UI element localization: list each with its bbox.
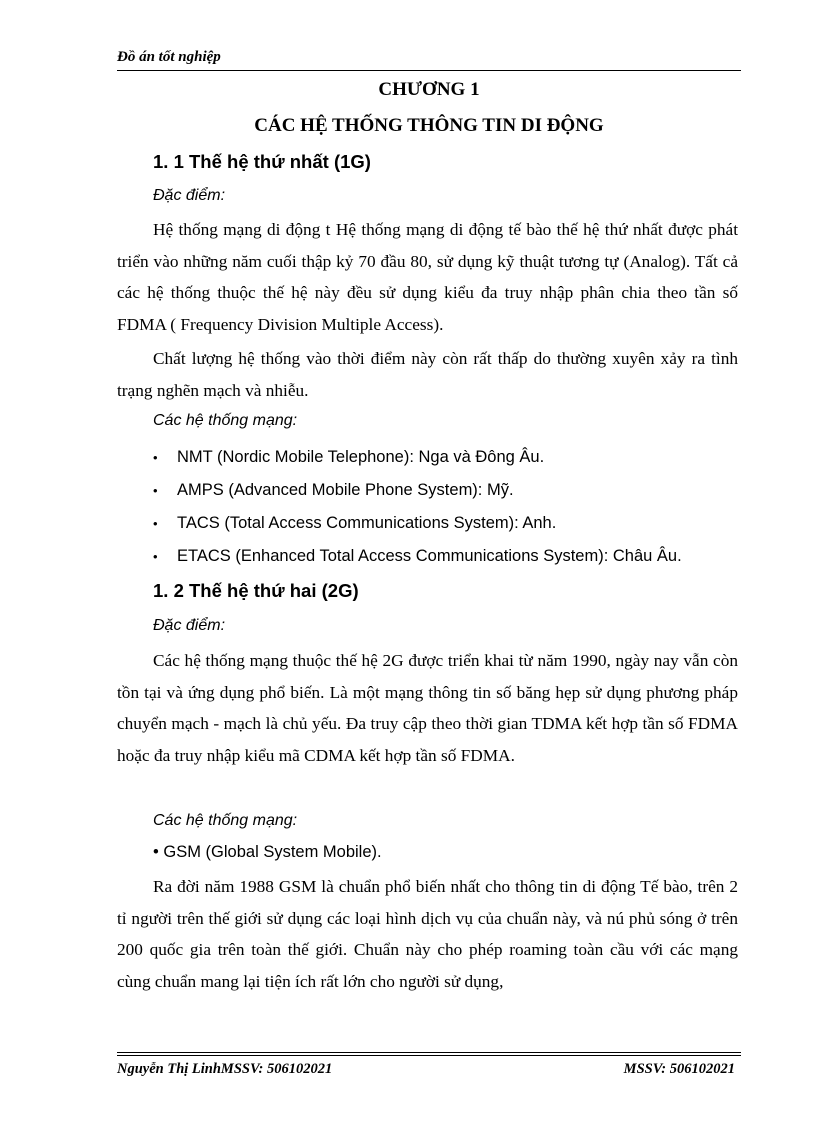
list-item — [153, 507, 682, 540]
bullet-icon: • — [153, 516, 158, 531]
footer-author: Nguyễn Thị LinhMSSV: 506102021 — [117, 1061, 333, 1077]
section-1-feature-label: Đặc điểm: — [153, 187, 226, 204]
section-2-feature-label: Đặc điểm: — [153, 617, 226, 634]
section-1-systems-label: Các hệ thống mạng: — [153, 412, 298, 429]
section-2-heading: 1. 2 Thế hệ thứ hai (2G) — [153, 580, 359, 601]
section-2-paragraph-2: Ra đời năm 1988 GSM là chuẩn phổ biến nhất cho thông tin di động Tế bào, trên 2 tỉ người trên thế giới sử dụng các loại hình dịch vụ của chuẩn này, và nú phủ sóng ở trên 200 quốc gia trên toàn thế giới. Chuẩn này cho phép roaming toàn cầu với các mạng cùng chuẩn mang lại tiện ích rất lớn cho người sử dụng, — [117, 877, 738, 991]
chapter-number: CHƯƠNG 1 — [378, 79, 480, 100]
section-1-paragraph-1: Hệ thống mạng di động t Hệ thống mạng di động tế bào thế hệ thứ nhất được phát triển vào những năm cuối thập kỷ 70 đầu 80, sử dụng kỹ thuật tương tự (Analog). Tất cả các hệ thống thuộc thế hệ này đều sử dụng kiểu đa truy nhập phân chia theo tần số FDMA ( Frequency Division Multiple Access). — [117, 220, 738, 334]
section-1-heading: 1. 1 Thế hệ thứ nhất (1G) — [153, 151, 371, 172]
section-2-gsm-item — [153, 843, 382, 862]
list-item-text: GSM (Global System Mobile). — [163, 843, 382, 861]
bullet-icon: • — [153, 549, 158, 564]
list-item-text: ETACS (Enhanced Total Access Communications System): Châu Âu. — [177, 547, 682, 565]
section-2-paragraph-1: Các hệ thống mạng thuộc thế hệ 2G được triển khai từ năm 1990, ngày nay vẫn còn tồn tại và ứng dụng phổ biến. Là một mạng thông tin số băng hẹp sử dụng phương pháp chuyển mạch - mạch là chủ yếu. Đa truy cập theo thời gian TDMA kết hợp tần số FDMA hoặc đa truy nhập kiểu mã CDMA kết hợp tần số FDMA. — [117, 651, 738, 765]
list-item — [153, 441, 682, 474]
list-item — [153, 474, 682, 507]
section-1-paragraph-2: Chất lượng hệ thống vào thời điểm này còn rất thấp do thường xuyên xảy ra tình trạng nghẽn mạch và nhiễu. — [117, 349, 738, 400]
chapter-title: CÁC HỆ THỐNG THÔNG TIN DI ĐỘNG — [254, 115, 604, 136]
bullet-icon: • — [153, 450, 158, 465]
section-2-systems-label: Các hệ thống mạng: — [153, 812, 298, 829]
bullet-icon: • — [153, 843, 159, 861]
page-footer — [117, 1052, 741, 1080]
footer-student-id: MSSV: 506102021 — [623, 1061, 735, 1077]
header-title: Đồ án tốt nghiệp — [117, 49, 221, 65]
bullet-icon: • — [153, 483, 158, 498]
section-1-systems-list — [153, 441, 682, 573]
list-item — [153, 540, 682, 573]
list-item-text: TACS (Total Access Communications System): Anh. — [177, 514, 557, 532]
list-item-text: NMT (Nordic Mobile Telephone): Nga và Đông Âu. — [177, 448, 545, 466]
list-item-text: AMPS (Advanced Mobile Phone System): Mỹ. — [177, 481, 514, 499]
page-header — [117, 46, 741, 71]
